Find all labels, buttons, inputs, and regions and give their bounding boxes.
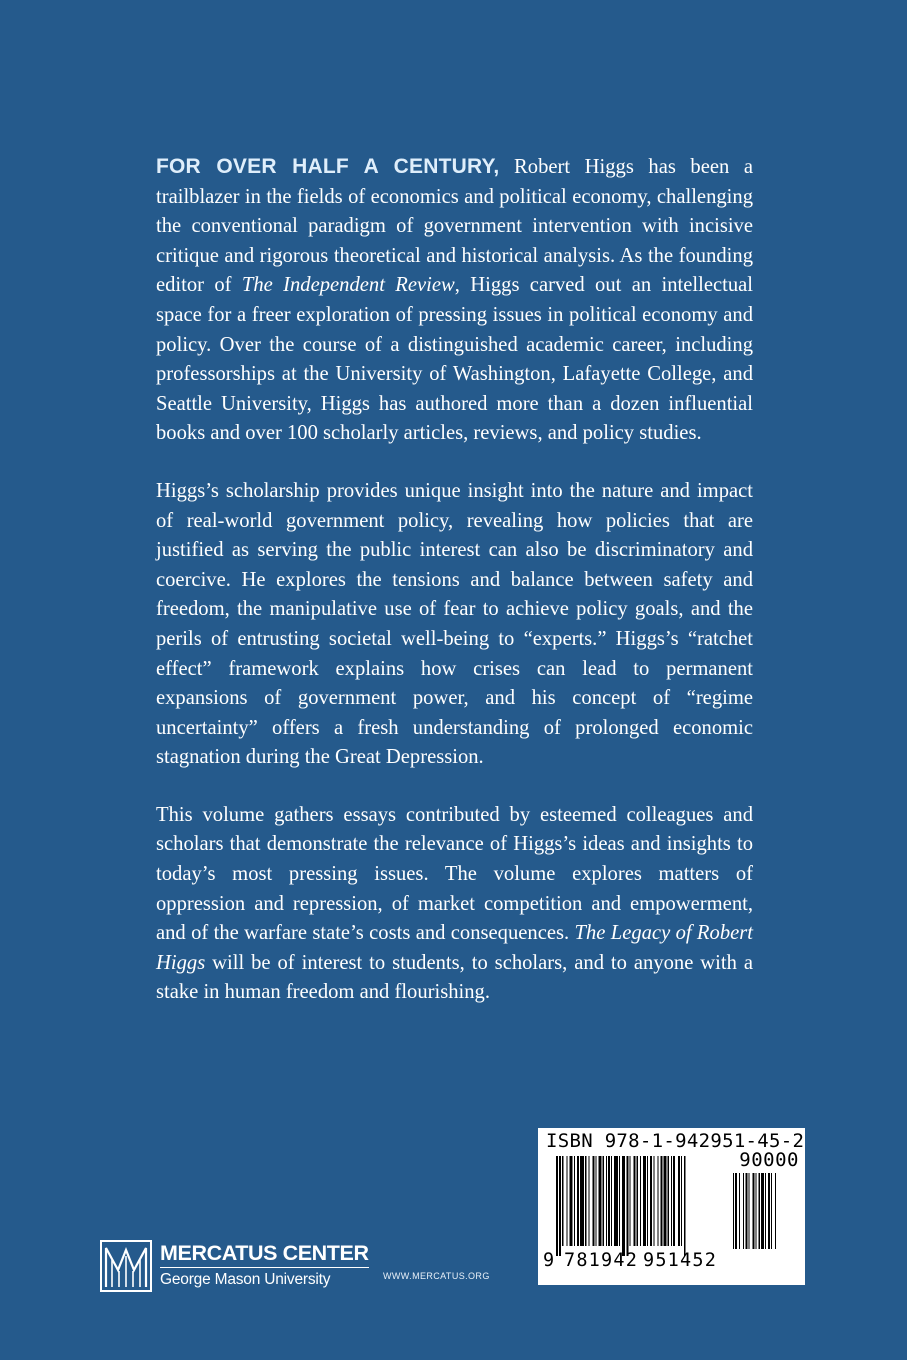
book-title: The Legacy of Robert Higgs <box>156 922 753 974</box>
barcode-bar <box>630 1156 631 1246</box>
publisher-affiliation: George Mason University <box>160 1267 369 1290</box>
blurb-p1-text-a: Robert Higgs has been a trailblazer in the fields of economics and political economy, challenging the conventional paradigm of government intervention with incisive critique and rigorous theoretical and historical analysis. As the founding editor of <box>156 156 753 297</box>
blurb-lead-in: FOR OVER HALF A CENTURY, <box>156 155 500 178</box>
barcode-bar <box>654 1156 655 1246</box>
barcode-left-digits: 781942 <box>564 1250 639 1271</box>
barcode-bar <box>650 1156 652 1246</box>
barcode-bar <box>577 1156 579 1246</box>
barcode-bar <box>643 1156 646 1246</box>
blurb-p3-text-b: will be of interest to students, to scholars, and to anyone with a stake in human freedom and flourishing. <box>156 951 753 1004</box>
barcode-bar <box>611 1156 612 1246</box>
barcode-bar <box>627 1156 629 1256</box>
mercatus-logo-icon <box>100 1240 152 1292</box>
barcode-bar <box>574 1156 575 1246</box>
barcode-bar <box>765 1173 766 1249</box>
barcode-bar <box>661 1156 663 1246</box>
isbn-barcode <box>538 1128 805 1285</box>
barcode-bar <box>567 1156 568 1246</box>
barcode-bar <box>585 1156 587 1246</box>
barcode-bar <box>658 1156 659 1246</box>
barcode-bar <box>608 1156 610 1246</box>
addon-bars <box>731 1173 801 1270</box>
barcode-bar <box>634 1156 636 1246</box>
barcode-bar <box>735 1173 737 1249</box>
barcode-bar <box>749 1173 750 1249</box>
blurb-paragraph-1 <box>156 152 753 449</box>
publisher-name: MERCATUS CENTER <box>160 1241 369 1265</box>
barcode-bar <box>768 1173 770 1249</box>
publisher-wordmark <box>160 1242 369 1290</box>
journal-title: The Independent Review <box>241 274 455 297</box>
barcode-bar <box>593 1156 595 1246</box>
blurb-p1-text-b: , Higgs carved out an intellectual space for a freer exploration of pressing issues in political economy and policy. Over the course of a distinguished academic career, including professorships at the University of Washington, Lafayette College, and Seattle University, Higgs has authored more than a dozen influential books and over 100 scholarly articles, reviews, and policy studies. <box>156 274 753 445</box>
publisher-website: WWW.MERCATUS.ORG <box>383 1271 490 1281</box>
barcode-bar <box>761 1173 764 1249</box>
barcode-bar <box>589 1156 590 1246</box>
barcode-bar <box>664 1156 667 1246</box>
publisher-logo <box>100 1240 369 1292</box>
barcode-bar <box>684 1156 686 1256</box>
barcode-bar <box>753 1173 755 1249</box>
barcode-bar <box>673 1156 675 1246</box>
barcode-bar <box>570 1156 573 1246</box>
ean13-bars <box>542 1156 732 1256</box>
barcode-right-digits: 951452 <box>643 1250 718 1271</box>
barcode-bar <box>668 1156 670 1246</box>
barcode-bar <box>596 1156 597 1246</box>
barcode-bar <box>640 1156 641 1246</box>
blurb-text <box>156 152 753 1036</box>
blurb-paragraph-3 <box>156 801 753 1008</box>
barcode-bar <box>599 1156 602 1246</box>
barcode-bar <box>603 1156 605 1246</box>
barcode-bar <box>556 1156 558 1256</box>
barcode-bar <box>606 1156 607 1246</box>
barcode-bar <box>559 1156 561 1256</box>
isbn-label: ISBN 978-1-942951-45-2 <box>546 1130 805 1152</box>
barcode-bar <box>622 1156 625 1256</box>
barcode-bar <box>637 1156 639 1246</box>
price-addon-label: 90000 <box>739 1149 799 1171</box>
barcode-bar <box>681 1156 682 1246</box>
barcode-bar <box>678 1156 680 1246</box>
barcode-bar <box>759 1173 761 1249</box>
barcode-bar <box>771 1173 772 1249</box>
barcode-bar <box>746 1173 748 1249</box>
barcode-bar <box>614 1156 618 1246</box>
barcode-bar <box>580 1156 584 1246</box>
barcode-bar <box>671 1156 672 1246</box>
barcode-bar <box>647 1156 648 1246</box>
barcode-bar <box>619 1156 620 1246</box>
barcode-bar <box>775 1173 776 1249</box>
barcode-bar <box>756 1173 757 1249</box>
blurb-p3-text-a: This volume gathers essays contributed by esteemed colleagues and scholars that demonstrate the relevance of Higgs’s ideas and insights to today’s most pressing issues. The volume explores matters of oppression and repression, of market competition and empowerment, and of the warfare state’s costs and consequences. <box>156 803 753 945</box>
blurb-paragraph-2: Higgs’s scholarship provides unique insight into the nature and impact of real-world government policy, revealing how policies that are justified as serving the public interest can also be discriminatory and coercive. He explores the tensions and balance between safety and freedom, the manipulative use of fear to achieve policy goals, and the perils of entrusting societal well-being to “experts.” Higgs’s “ratchet effect” framework explains how crises can lead to permanent expansions of government power, and his concept of “regime uncertainty” offers a fresh understanding of prolonged economic stagnation during the Great Depression. <box>156 479 753 769</box>
barcode-bar <box>733 1173 734 1249</box>
barcode-first-digit: 9 <box>543 1250 555 1271</box>
barcode-bar <box>739 1173 740 1249</box>
barcode-bar <box>743 1173 744 1249</box>
barcode-bar <box>562 1156 564 1246</box>
